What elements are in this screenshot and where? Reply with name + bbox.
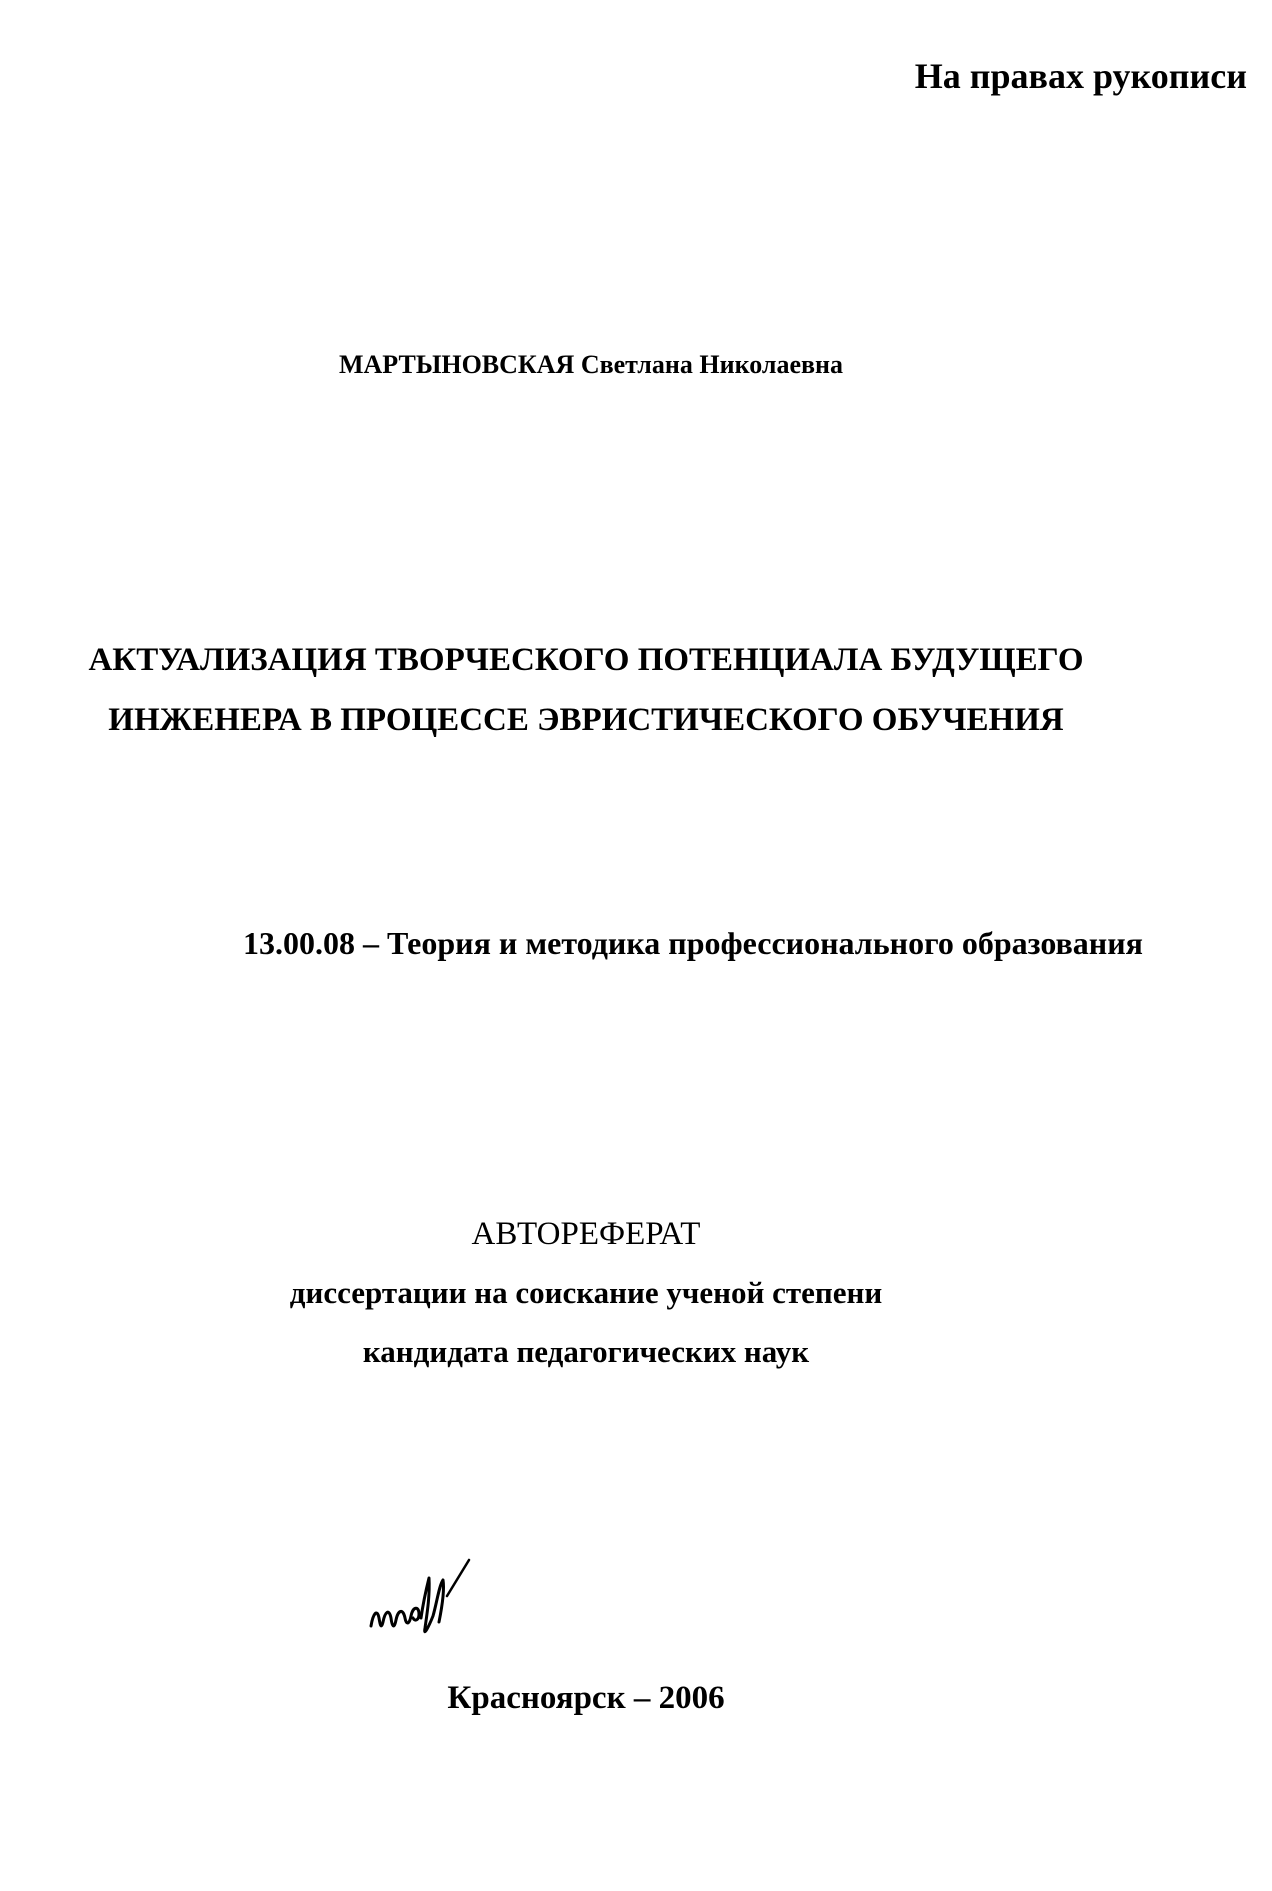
author-name: МАРТЫНОВСКАЯ Светлана Николаевна: [338, 350, 844, 379]
city-year: Красноярск – 2006: [447, 1680, 725, 1716]
manuscript-rights-label: На правах рукописи: [914, 56, 1247, 96]
dissertation-title: [0, 630, 1272, 750]
degree-name: кандидата педагогических наук: [362, 1334, 810, 1369]
title-line-1: АКТУАЛИЗАЦИЯ ТВОРЧЕСКОГО ПОТЕНЦИАЛА БУДУЩЕГО: [88, 642, 1084, 678]
abstract-heading: АВТОРЕФЕРАТ: [471, 1216, 701, 1252]
handwritten-signature: [365, 1556, 485, 1646]
specialty-code: 13.00.08 – Теория и методика профессионального образования: [243, 925, 1143, 961]
title-line-2: ИНЖЕНЕРА В ПРОЦЕССЕ ЭВРИСТИЧЕСКОГО ОБУЧЕНИЯ: [108, 702, 1064, 738]
dissertation-purpose: диссертации на соискание ученой степени: [289, 1275, 883, 1310]
